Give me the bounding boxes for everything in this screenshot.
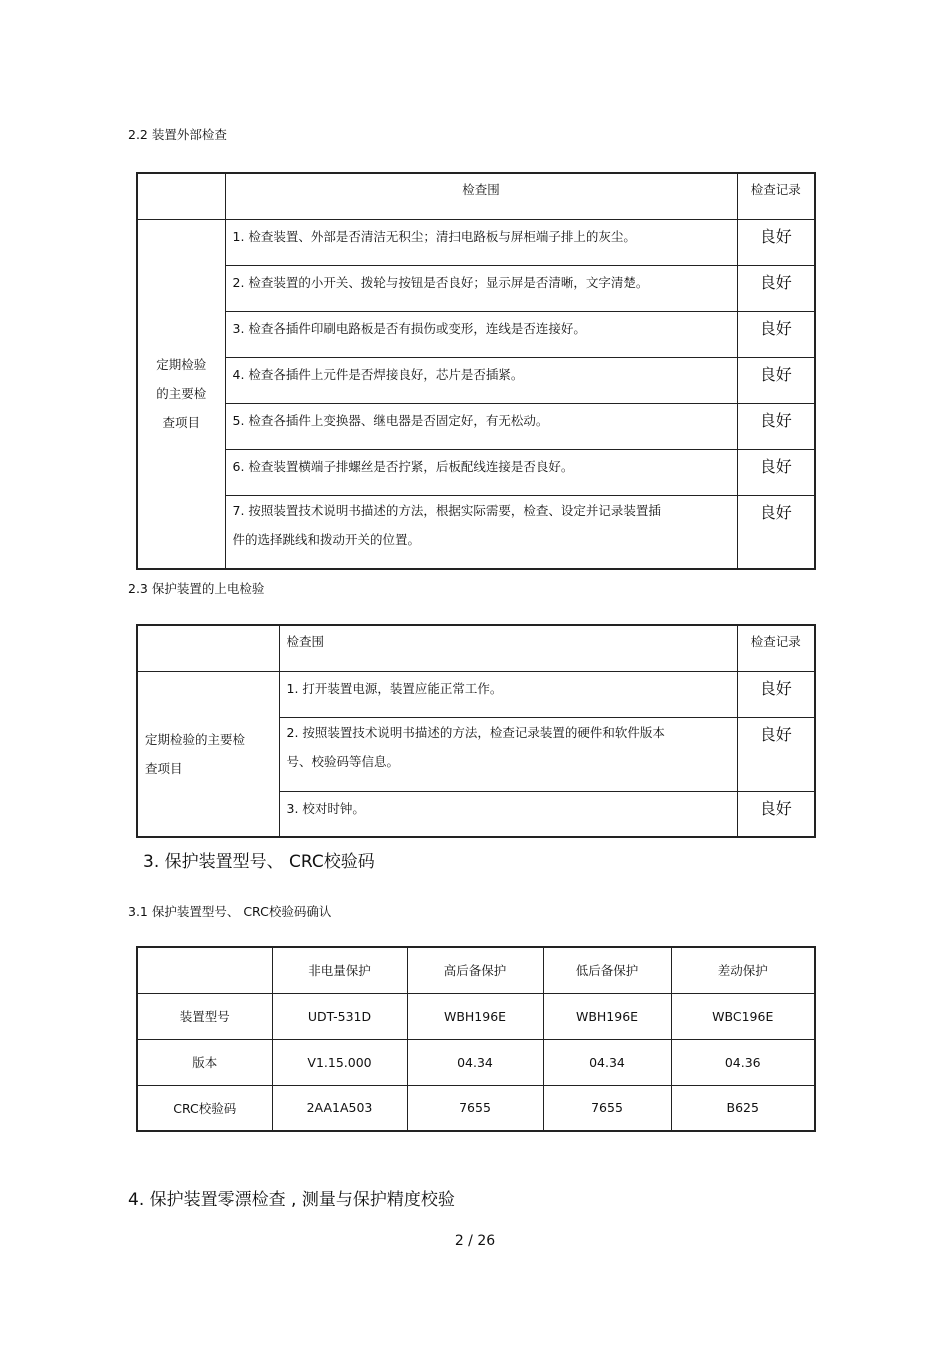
check-result: 良好	[737, 495, 815, 569]
column-header: 差动保护	[671, 947, 815, 993]
check-item: 3. 校对时钟。	[279, 791, 737, 837]
table-header-blank	[137, 947, 272, 993]
table-row	[137, 1039, 815, 1085]
check-item: 4. 检查各插件上元件是否焊接良好，芯片是否插紧。	[225, 357, 737, 403]
table-header-record: 检查记录	[737, 625, 815, 671]
table-cell: B625	[671, 1085, 815, 1131]
check-item	[279, 717, 737, 791]
category-cell	[137, 671, 279, 837]
check-result: 良好	[737, 671, 815, 717]
check-item: 3. 检查各插件印刷电路板是否有损伤或变形，连线是否连接好。	[225, 311, 737, 357]
table-cell: 2AA1A503	[272, 1085, 407, 1131]
check-result: 良好	[737, 357, 815, 403]
check-item: 6. 检查装置横端子排螺丝是否拧紧，后板配线连接是否良好。	[225, 449, 737, 495]
column-header: 非电量保护	[272, 947, 407, 993]
table-cell: V1.15.000	[272, 1039, 407, 1085]
check-result: 良好	[737, 219, 815, 265]
table-header-blank	[137, 173, 225, 219]
category-line: 的主要检	[156, 386, 207, 402]
table-cell: WBH196E	[407, 993, 543, 1039]
table-header-blank	[137, 625, 279, 671]
category-line: 查项目	[162, 415, 200, 431]
check-result: 良好	[737, 265, 815, 311]
check-result: 良好	[737, 449, 815, 495]
power-on-check-table	[136, 624, 816, 838]
check-result: 良好	[737, 403, 815, 449]
check-item-line: 号、校验码等信息。	[286, 753, 400, 769]
table-cell: 04.36	[671, 1039, 815, 1085]
table-header-record: 检查记录	[737, 173, 815, 219]
check-item	[225, 495, 737, 569]
category-line: 定期检验	[156, 357, 207, 373]
category-cell	[137, 219, 225, 569]
column-header: 高后备保护	[407, 947, 543, 993]
table-cell: WBH196E	[543, 993, 671, 1039]
table-cell: 7655	[543, 1085, 671, 1131]
row-label: CRC校验码	[137, 1085, 272, 1131]
table-row	[137, 1085, 815, 1131]
column-header: 低后备保护	[543, 947, 671, 993]
section-heading-2-2: 2.2 装置外部检查	[128, 127, 227, 142]
section-heading-4: 4. 保护装置零漂检查 , 测量与保护精度校验	[128, 1190, 455, 1210]
section-heading-2-3: 2.3 保护装置的上电检验	[128, 581, 265, 596]
table-cell: 04.34	[543, 1039, 671, 1085]
check-item: 5. 检查各插件上变换器、继电器是否固定好，有无松动。	[225, 403, 737, 449]
check-result: 良好	[737, 717, 815, 791]
check-item-line: 7. 按照装置技术说明书描述的方法，根据实际需要，检查、设定并记录装置插	[232, 502, 661, 518]
table-cell: 7655	[407, 1085, 543, 1131]
row-label: 装置型号	[137, 993, 272, 1039]
table-row	[137, 993, 815, 1039]
check-item-line: 件的选择跳线和拨动开关的位置。	[232, 531, 421, 547]
section-heading-3-1: 3.1 保护装置型号、 CRC校验码确认	[128, 904, 332, 919]
check-item: 1. 检查装置、外部是否清洁无积尘；清扫电路板与屏柜端子排上的灰尘。	[225, 219, 737, 265]
check-item: 1. 打开装置电源，装置应能正常工作。	[279, 671, 737, 717]
category-line: 定期检验的主要检	[145, 731, 246, 747]
device-model-crc-table	[136, 946, 816, 1132]
table-cell: UDT-531D	[272, 993, 407, 1039]
category-line: 查项目	[145, 760, 183, 776]
check-item-line: 2. 按照装置技术说明书描述的方法，检查记录装置的硬件和软件版本	[286, 724, 665, 740]
table-header-item: 检查围	[225, 173, 737, 219]
page-number: 2 / 26	[454, 1233, 496, 1249]
table-header-item: 检查围	[279, 625, 737, 671]
check-result: 良好	[737, 311, 815, 357]
check-item: 2. 检查装置的小开关、拨轮与按钮是否良好；显示屏是否清晰，文字清楚。	[225, 265, 737, 311]
row-label: 版本	[137, 1039, 272, 1085]
section-heading-3: 3. 保护装置型号、 CRC校验码	[143, 852, 375, 872]
check-result: 良好	[737, 791, 815, 837]
external-check-table	[136, 172, 816, 570]
table-cell: 04.34	[407, 1039, 543, 1085]
table-cell: WBC196E	[671, 993, 815, 1039]
